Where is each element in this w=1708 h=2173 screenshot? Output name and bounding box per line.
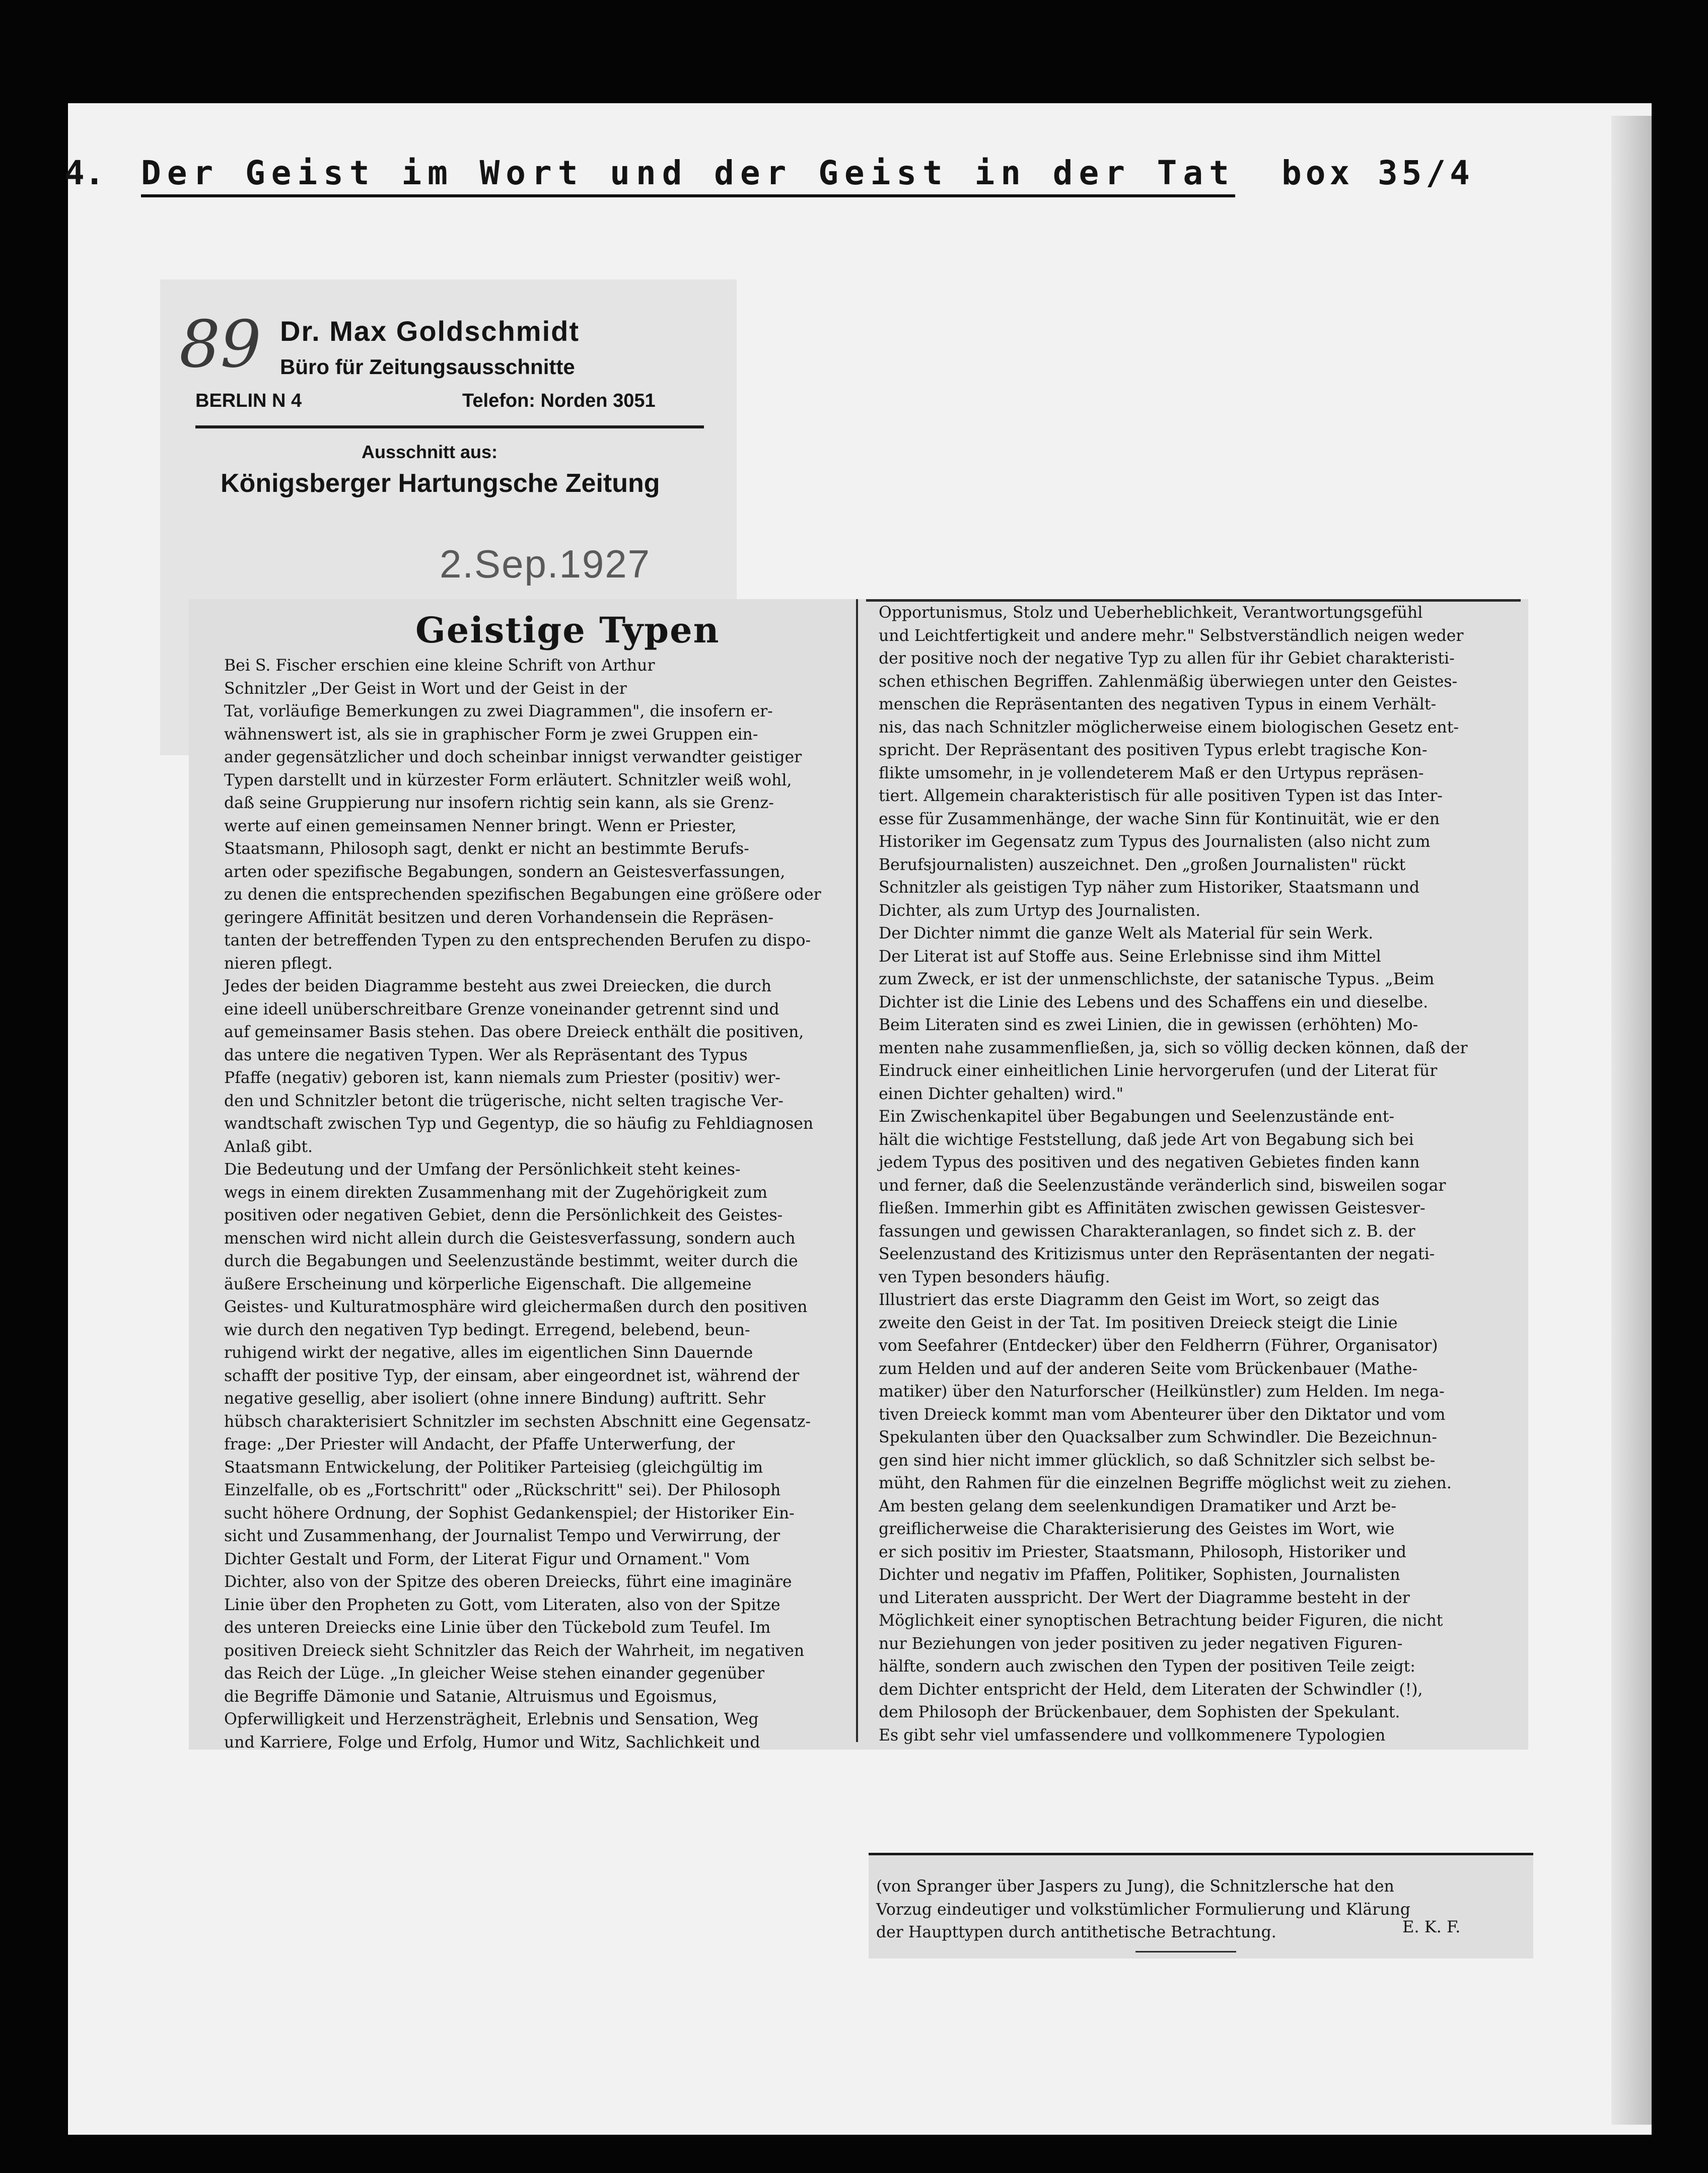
text-line: Pfaffe (negativ) geboren ist, kann niemals zum Priester (positiv) wer-	[224, 1069, 780, 1087]
text-line: durch die Begabungen und Seelenzustände bestimmt, weiter durch die	[224, 1252, 798, 1270]
text-line: Am besten gelang dem seelenkundigen Dramatiker und Arzt be-	[879, 1497, 1397, 1515]
text-line: daß seine Gruppierung nur insofern richtig sein kann, als sie Grenz-	[224, 794, 774, 812]
text-line: den und Schnitzler betont die trügerische, nicht selten tragische Ver-	[224, 1092, 784, 1110]
text-line: des unteren Dreiecks eine Linie über den Tückebold zum Teufel. Im	[224, 1619, 771, 1637]
text-line: esse für Zusammenhänge, der wache Sinn für Kontinuität, wie er den	[879, 810, 1440, 828]
text-line: eine ideell unüberschreitbare Grenze voneinander getrennt sind und	[224, 1000, 779, 1019]
text-line: menten nahe zusammenfließen, ja, sich so völlig decken können, daß der	[879, 1039, 1468, 1057]
text-line: Einzelfalle, ob es „Fortschritt" oder „Rückschritt" sei). Der Philosoph	[224, 1481, 781, 1499]
text-line: Vorzug eindeutiger und volkstümlicher Formulierung und Klärung	[876, 1900, 1410, 1919]
text-line: geringere Affinität besitzen und deren Vorhandensein die Repräsen-	[224, 908, 774, 927]
bureau-description: Büro für Zeitungsausschnitte	[280, 355, 575, 379]
text-line: der Haupttypen durch antithetische Betrachtung.	[876, 1923, 1276, 1941]
text-line: nur Beziehungen von jeder positiven zu jeder negativen Figuren-	[879, 1634, 1403, 1653]
text-line: das untere die negativen Typen. Wer als Repräsentant des Typus	[224, 1046, 748, 1064]
text-line: tanten der betreffenden Typen zu den entsprechenden Berufen zu dispo-	[224, 931, 811, 950]
text-line: Typen darstellt und in kürzester Form erläutert. Schnitzler weiß wohl,	[224, 771, 792, 789]
text-line: Die Bedeutung und der Umfang der Persönlichkeit steht keines-	[224, 1161, 741, 1179]
text-line: (von Spranger über Jaspers zu Jung), die Schnitzlersche hat den	[876, 1877, 1394, 1896]
bureau-phone: Telefon: Norden 3051	[462, 390, 656, 411]
text-line: menschen wird nicht allein durch die Geistesverfassung, sondern auch	[224, 1229, 796, 1248]
text-line: Geistes- und Kulturatmosphäre wird gleichermaßen durch den positiven	[224, 1298, 808, 1316]
text-line: positiven oder negativen Gebiet, denn die Persönlichkeit des Geistes-	[224, 1206, 783, 1224]
text-line: Es gibt sehr viel umfassendere und vollkommenere Typologien	[879, 1726, 1386, 1745]
text-line: positiven Dreieck sieht Schnitzler das Reich der Wahrheit, im negativen	[224, 1641, 805, 1660]
text-line: hübsch charakterisiert Schnitzler im sechsten Abschnitt eine Gegensatz-	[224, 1412, 811, 1431]
newspaper-clipping	[189, 599, 1528, 1750]
text-line: Der Dichter nimmt die ganze Welt als Material für sein Werk.	[879, 924, 1374, 943]
text-line: wie durch den negativen Typ bedingt. Erregend, belebend, beun-	[224, 1321, 750, 1339]
text-line: gen sind hier nicht immer glücklich, so daß Schnitzler sich selbst be-	[879, 1451, 1436, 1470]
text-line: müht, den Rahmen für die einzelnen Begriffe möglichst weit zu ziehen.	[879, 1474, 1452, 1492]
text-line: zweite den Geist in der Tat. Im positiven Dreieck steigt die Linie	[879, 1314, 1398, 1332]
text-line: Staatsmann, Philosoph sagt, denkt er nicht an bestimmte Berufs-	[224, 840, 749, 858]
text-line: ander gegensätzlicher und doch scheinbar innigst verwandter geistiger	[224, 748, 802, 766]
text-line: zum Zweck, er ist der unmenschlichste, der satanische Typus. „Beim	[879, 970, 1435, 988]
text-line: sicht und Zusammenhang, der Journalist Tempo und Verwirrung, der	[224, 1527, 780, 1545]
text-line: äußere Erscheinung und körperliche Eigenschaft. Die allgemeine	[224, 1275, 752, 1293]
text-line: auf gemeinsamer Basis stehen. Das obere Dreieck enthält die positiven,	[224, 1023, 804, 1041]
bureau-city: BERLIN N 4	[195, 390, 302, 411]
text-line: Bei S. Fischer erschien eine kleine Schrift von Arthur	[224, 657, 655, 675]
author-signature: E. K. F.	[1402, 1917, 1461, 1936]
text-line: nieren pflegt.	[224, 954, 333, 973]
text-line: die Begriffe Dämonie und Satanie, Altruismus und Egoismus,	[224, 1687, 718, 1706]
text-line: ven Typen besonders häufig.	[879, 1268, 1110, 1286]
text-line: und Literaten ausspricht. Der Wert der Diagramme besteht in der	[879, 1588, 1410, 1607]
text-line: Seelenzustand des Kritizismus unter den Repräsentanten der negati-	[879, 1245, 1435, 1263]
text-line: wandtschaft zwischen Typ und Gegentyp, die so häufig zu Fehldiagnosen	[224, 1115, 814, 1133]
text-line: Dichter und negativ im Pfaffen, Politiker, Sophisten, Journalisten	[879, 1566, 1400, 1584]
excerpt-label: Ausschnitt aus:	[362, 442, 498, 462]
text-line: der positive noch der negative Typ zu allen für ihr Gebiet charakteristi-	[879, 649, 1455, 668]
text-line: tiert. Allgemein charakteristisch für alle positiven Typen ist das Inter-	[879, 787, 1443, 805]
text-line: Beim Literaten sind es zwei Linien, die in gewissen (erhöhten) Mo-	[879, 1016, 1418, 1034]
text-line: nis, das nach Schnitzler möglicherweise einem biologischen Gesetz ent-	[879, 718, 1459, 737]
text-line: Eindruck einer einheitlichen Linie hervorgerufen (und der Literat für	[879, 1062, 1438, 1080]
text-line: fassungen und gewissen Charakteranlagen, so findet sich z. B. der	[879, 1222, 1415, 1241]
article-title: Geistige Typen	[415, 609, 720, 651]
text-line: er sich positiv im Priester, Staatsmann, Philosoph, Historiker und	[879, 1543, 1406, 1561]
text-line: spricht. Der Repräsentant des positiven Typus erlebt tragische Kon-	[879, 741, 1428, 759]
text-line: vom Seefahrer (Entdecker) über den Feldherrn (Führer, Organisator)	[879, 1337, 1438, 1355]
text-line: Dichter ist die Linie des Lebens und des Schaffens ein und dieselbe.	[879, 993, 1429, 1011]
text-line: menschen die Repräsentanten des negativen Typus in einem Verhält-	[879, 695, 1437, 713]
date-stamp: 2.Sep.1927	[440, 542, 651, 586]
text-line: sucht höhere Ordnung, der Sophist Gedankenspiel; der Historiker Ein-	[224, 1504, 795, 1523]
text-line: fließen. Immerhin gibt es Affinitäten zwischen gewissen Geistesver-	[879, 1199, 1426, 1217]
text-line: matiker) über den Naturforscher (Heilkünstler) zum Helden. Im nega-	[879, 1383, 1445, 1401]
text-line: zu denen die entsprechenden spezifischen Begabungen eine größere oder	[224, 886, 821, 904]
text-line: Historiker im Gegensatz zum Typus des Journalisten (also nicht zum	[879, 833, 1431, 851]
sheet-edge-shadow	[1611, 116, 1652, 2125]
text-line: Schnitzler „Der Geist in Wort und der Geist in der	[224, 679, 627, 698]
text-line: dem Philosoph der Brückenbauer, dem Sophisten der Spekulant.	[879, 1703, 1400, 1721]
article-right-column	[879, 602, 1518, 1747]
article-left-column	[224, 655, 851, 1754]
text-line: Spekulanten über den Quacksalber zum Schwindler. Die Bezeichnun-	[879, 1428, 1437, 1446]
text-line: Tat, vorläufige Bemerkungen zu zwei Diagrammen", die insofern er-	[224, 702, 773, 720]
text-line: tiven Dreieck kommt man vom Abenteurer über den Diktator und vom	[879, 1405, 1446, 1424]
column-divider	[856, 599, 858, 1742]
text-line: ruhigend wirkt der negative, alles im eigentlichen Sinn Dauernde	[224, 1344, 753, 1362]
text-line: und ferner, daß die Seelenzustände veränderlich sind, bisweilen sogar	[879, 1176, 1446, 1195]
text-line: werte auf einen gemeinsamen Nenner bringt. Wenn er Priester,	[224, 817, 737, 835]
end-rule	[1135, 1951, 1236, 1952]
text-line: Ein Zwischenkapitel über Begabungen und Seelenzustände ent-	[879, 1108, 1394, 1126]
text-line: Jedes der beiden Diagramme besteht aus zwei Dreiecken, die durch	[224, 977, 772, 995]
text-line: greiflicherweise die Charakterisierung des Geistes im Wort, wie	[879, 1520, 1395, 1538]
folder-title: Der Geist im Wort und der Geist in der Tat	[141, 154, 1235, 197]
text-line: hälfte, sondern auch zwischen den Typen der positiven Teile zeigt:	[879, 1657, 1415, 1676]
text-line: jedem Typus des positiven und des negativen Gebietes finden kann	[879, 1153, 1420, 1172]
text-line: und Leichtfertigkeit und andere mehr." Selbstverständlich neigen weder	[879, 626, 1464, 645]
text-line: Opferwilligkeit und Herzensträgheit, Erlebnis und Sensation, Weg	[224, 1710, 759, 1728]
text-line: wegs in einem direkten Zusammenhang mit der Zugehörigkeit zum	[224, 1183, 768, 1202]
text-line: Linie über den Propheten zu Gott, vom Literaten, also von der Spitze	[224, 1596, 780, 1614]
text-line: schafft der positive Typ, der einsam, aber eingeordnet ist, während der	[224, 1366, 800, 1385]
bureau-firm-name: Dr. Max Goldschmidt	[280, 315, 580, 347]
text-line: flikte umsomehr, in je vollendeterem Maß er den Urtypus repräsen-	[879, 764, 1424, 782]
text-line: Dichter Gestalt und Form, der Literat Figur und Ornament." Vom	[224, 1550, 750, 1568]
text-line: Der Literat ist auf Stoffe aus. Seine Erlebnisse sind ihm Mittel	[879, 947, 1381, 966]
text-line: Berufsjournalisten) auszeichnet. Den „großen Journalisten" rückt	[879, 855, 1406, 874]
text-line: Opportunismus, Stolz und Ueberheblichkeit, Verantwortungsgefühl	[879, 604, 1423, 622]
stamp-divider	[195, 425, 704, 428]
text-line: arten oder spezifische Begabungen, sondern an Geistesverfassungen,	[224, 862, 786, 881]
text-line: dem Dichter entspricht der Held, dem Literaten der Schwindler (!),	[879, 1680, 1423, 1699]
text-line: zum Helden und auf der anderen Seite vom Brückenbauer (Mathe-	[879, 1359, 1418, 1378]
text-line: Dichter, als zum Urtyp des Journalisten.	[879, 901, 1201, 920]
text-line: hält die wichtige Feststellung, daß jede Art von Begabung sich bei	[879, 1130, 1414, 1149]
text-line: frage: „Der Priester will Andacht, der Pfaffe Unterwerfung, der	[224, 1435, 735, 1454]
text-line: Möglichkeit einer synoptischen Betrachtung beider Figuren, die nicht	[879, 1612, 1443, 1630]
box-label: box 35/4	[1282, 154, 1474, 192]
text-line: Staatsmann Entwickelung, der Politiker Parteisieg (gleichgültig im	[224, 1458, 763, 1477]
folder-number: 4.	[64, 154, 105, 192]
text-line: negative gesellig, aber isoliert (ohne innere Bindung) auftritt. Sehr	[224, 1390, 766, 1408]
pencil-number: 89	[179, 307, 261, 382]
text-line: wähnenswert ist, als sie in graphischer Form je zwei Gruppen ein-	[224, 725, 758, 744]
text-line: einen Dichter gehalten) wird."	[879, 1084, 1124, 1103]
text-line: Illustriert das erste Diagramm den Geist im Wort, so zeigt das	[879, 1291, 1380, 1309]
text-line: schen ethischen Begriffen. Zahlenmäßig überwiegen unter den Geistes-	[879, 672, 1458, 691]
text-line: und Karriere, Folge und Erfolg, Humor und Witz, Sachlichkeit und	[224, 1733, 760, 1752]
text-line: Anlaß gibt.	[224, 1137, 313, 1156]
text-line: Dichter, also von der Spitze des oberen Dreiecks, führt eine imaginäre	[224, 1573, 792, 1591]
text-line: Schnitzler als geistigen Typ näher zum Historiker, Staatsmann und	[879, 879, 1420, 897]
continuation-text	[876, 1875, 1410, 1944]
text-line: das Reich der Lüge. „In gleicher Weise stehen einander gegenüber	[224, 1664, 765, 1683]
newspaper-name: Königsberger Hartungsche Zeitung	[221, 469, 660, 498]
clipping-continuation	[869, 1853, 1533, 1959]
continuation-top-rule	[869, 1853, 1533, 1855]
